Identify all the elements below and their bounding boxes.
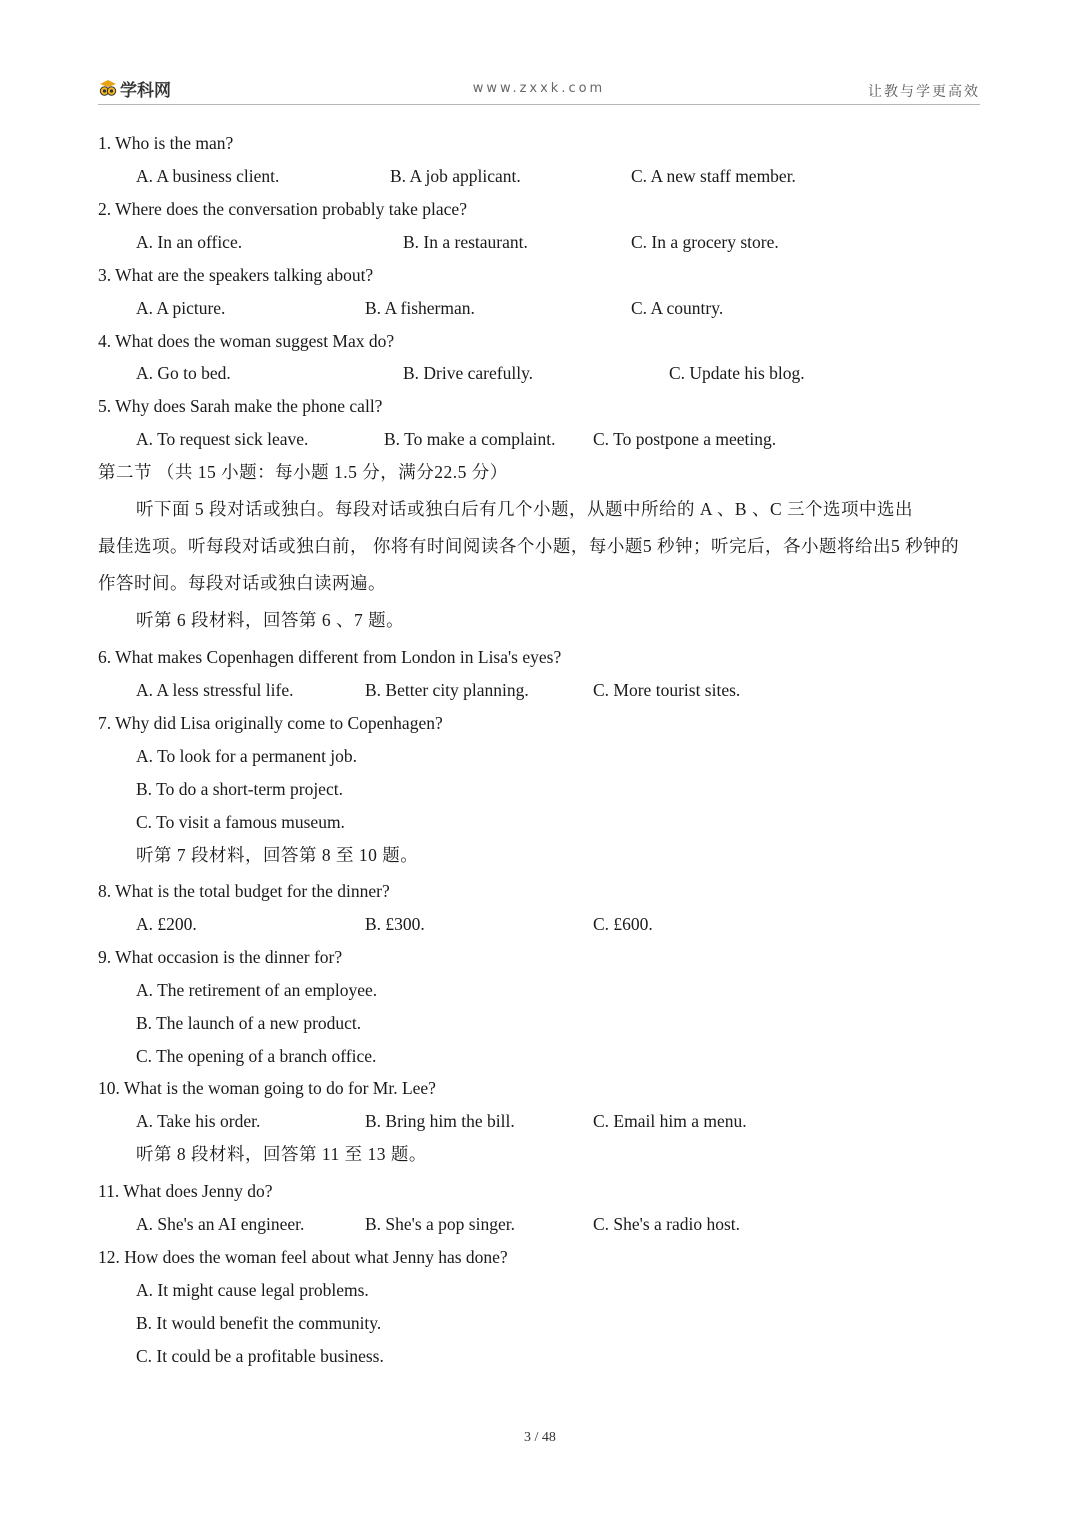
option-b: B. In a restaurant. [403,232,528,252]
option-b: B. It would benefit the community. [136,1313,382,1333]
option-a: A. Go to bed. [136,363,231,383]
question-stem: 5. Why does Sarah make the phone call? [98,396,383,416]
question-stem: 7. Why did Lisa originally come to Copenhagen? [98,713,443,733]
option-b: B. Bring him the bill. [365,1111,515,1131]
option-a: A. To look for a permanent job. [136,746,358,766]
option-c: C. More tourist sites. [593,680,741,700]
option-b: B. Better city planning. [365,680,529,700]
page-number: 3 / 48 [524,1430,556,1445]
option-a: A. To request sick leave. [136,429,309,449]
option-c: C. Email him a menu. [593,1111,747,1131]
option-b: B. A job applicant. [390,166,521,186]
material-note: 听第 6 段材料，回答第 6 、7 题。 [136,610,405,630]
option-a: A. It might cause legal problems. [136,1280,369,1300]
option-b: B. £300. [365,914,425,934]
option-b: B. She's a pop singer. [365,1214,515,1234]
option-c: C. The opening of a branch office. [136,1046,377,1066]
question-stem: 6. What makes Copenhagen different from London in Lisa's eyes? [98,647,562,667]
question-stem: 10. What is the woman going to do for Mr. Lee? [98,1078,436,1098]
option-b: B. Drive carefully. [403,363,534,383]
option-a: A. In an office. [136,232,243,252]
instructions-line: 最佳选项。听每段对话或独白前， 你将有时间阅读各个小题，每小题5 秒钟；听完后，各小题将给出5 秒钟的 [98,536,960,556]
option-a: A. £200. [136,914,197,934]
option-c: C. A new staff member. [631,166,796,186]
option-c: C. To visit a famous museum. [136,812,345,832]
option-b: B. The launch of a new product. [136,1013,362,1033]
instructions-line: 听下面 5 段对话或独白。每段对话或独白后有几个小题，从题中所给的 A 、B 、C 三个选项中选出 [136,499,914,519]
option-c: C. Update his blog. [669,363,805,383]
question-stem: 12. How does the woman feel about what Jenny has done? [98,1247,508,1267]
question-stem: 8. What is the total budget for the dinner? [98,881,390,901]
question-stem: 9. What occasion is the dinner for? [98,947,343,967]
option-a: A. Take his order. [136,1111,261,1131]
slogan: 让教与学更高效 [868,84,980,100]
material-note: 听第 8 段材料，回答第 11 至 13 题。 [136,1144,427,1164]
option-b: B. To make a complaint. [384,429,556,449]
question-stem: 3. What are the speakers talking about? [98,265,374,285]
option-b: B. To do a short-term project. [136,779,343,799]
page-header [98,76,980,105]
question-stem: 4. What does the woman suggest Max do? [98,331,395,351]
section-heading: 第二节 （共 15 小题：每小题 1.5 分，满分22.5 分） [98,462,508,482]
option-a: A. The retirement of an employee. [136,980,378,1000]
option-a: A. She's an AI engineer. [136,1214,305,1234]
option-c: C. It could be a profitable business. [136,1346,384,1366]
option-c: C. In a grocery store. [631,232,779,252]
option-c: C. She's a radio host. [593,1214,741,1234]
option-a: A. A picture. [136,298,226,318]
instructions-line: 作答时间。每段对话或独白读两遍。 [98,573,386,593]
site-url: www.zxxk.com [472,81,606,96]
option-a: A. A business client. [136,166,280,186]
option-c: C. £600. [593,914,653,934]
logo-text: 学科网 [120,80,171,101]
option-c: C. A country. [631,298,724,318]
option-b: B. A fisherman. [365,298,475,318]
question-stem: 1. Who is the man? [98,133,234,153]
option-a: A. A less stressful life. [136,680,294,700]
question-stem: 2. Where does the conversation probably take place? [98,199,467,219]
material-note: 听第 7 段材料，回答第 8 至 10 题。 [136,845,419,865]
option-c: C. To postpone a meeting. [593,429,777,449]
question-stem: 11. What does Jenny do? [98,1181,273,1201]
